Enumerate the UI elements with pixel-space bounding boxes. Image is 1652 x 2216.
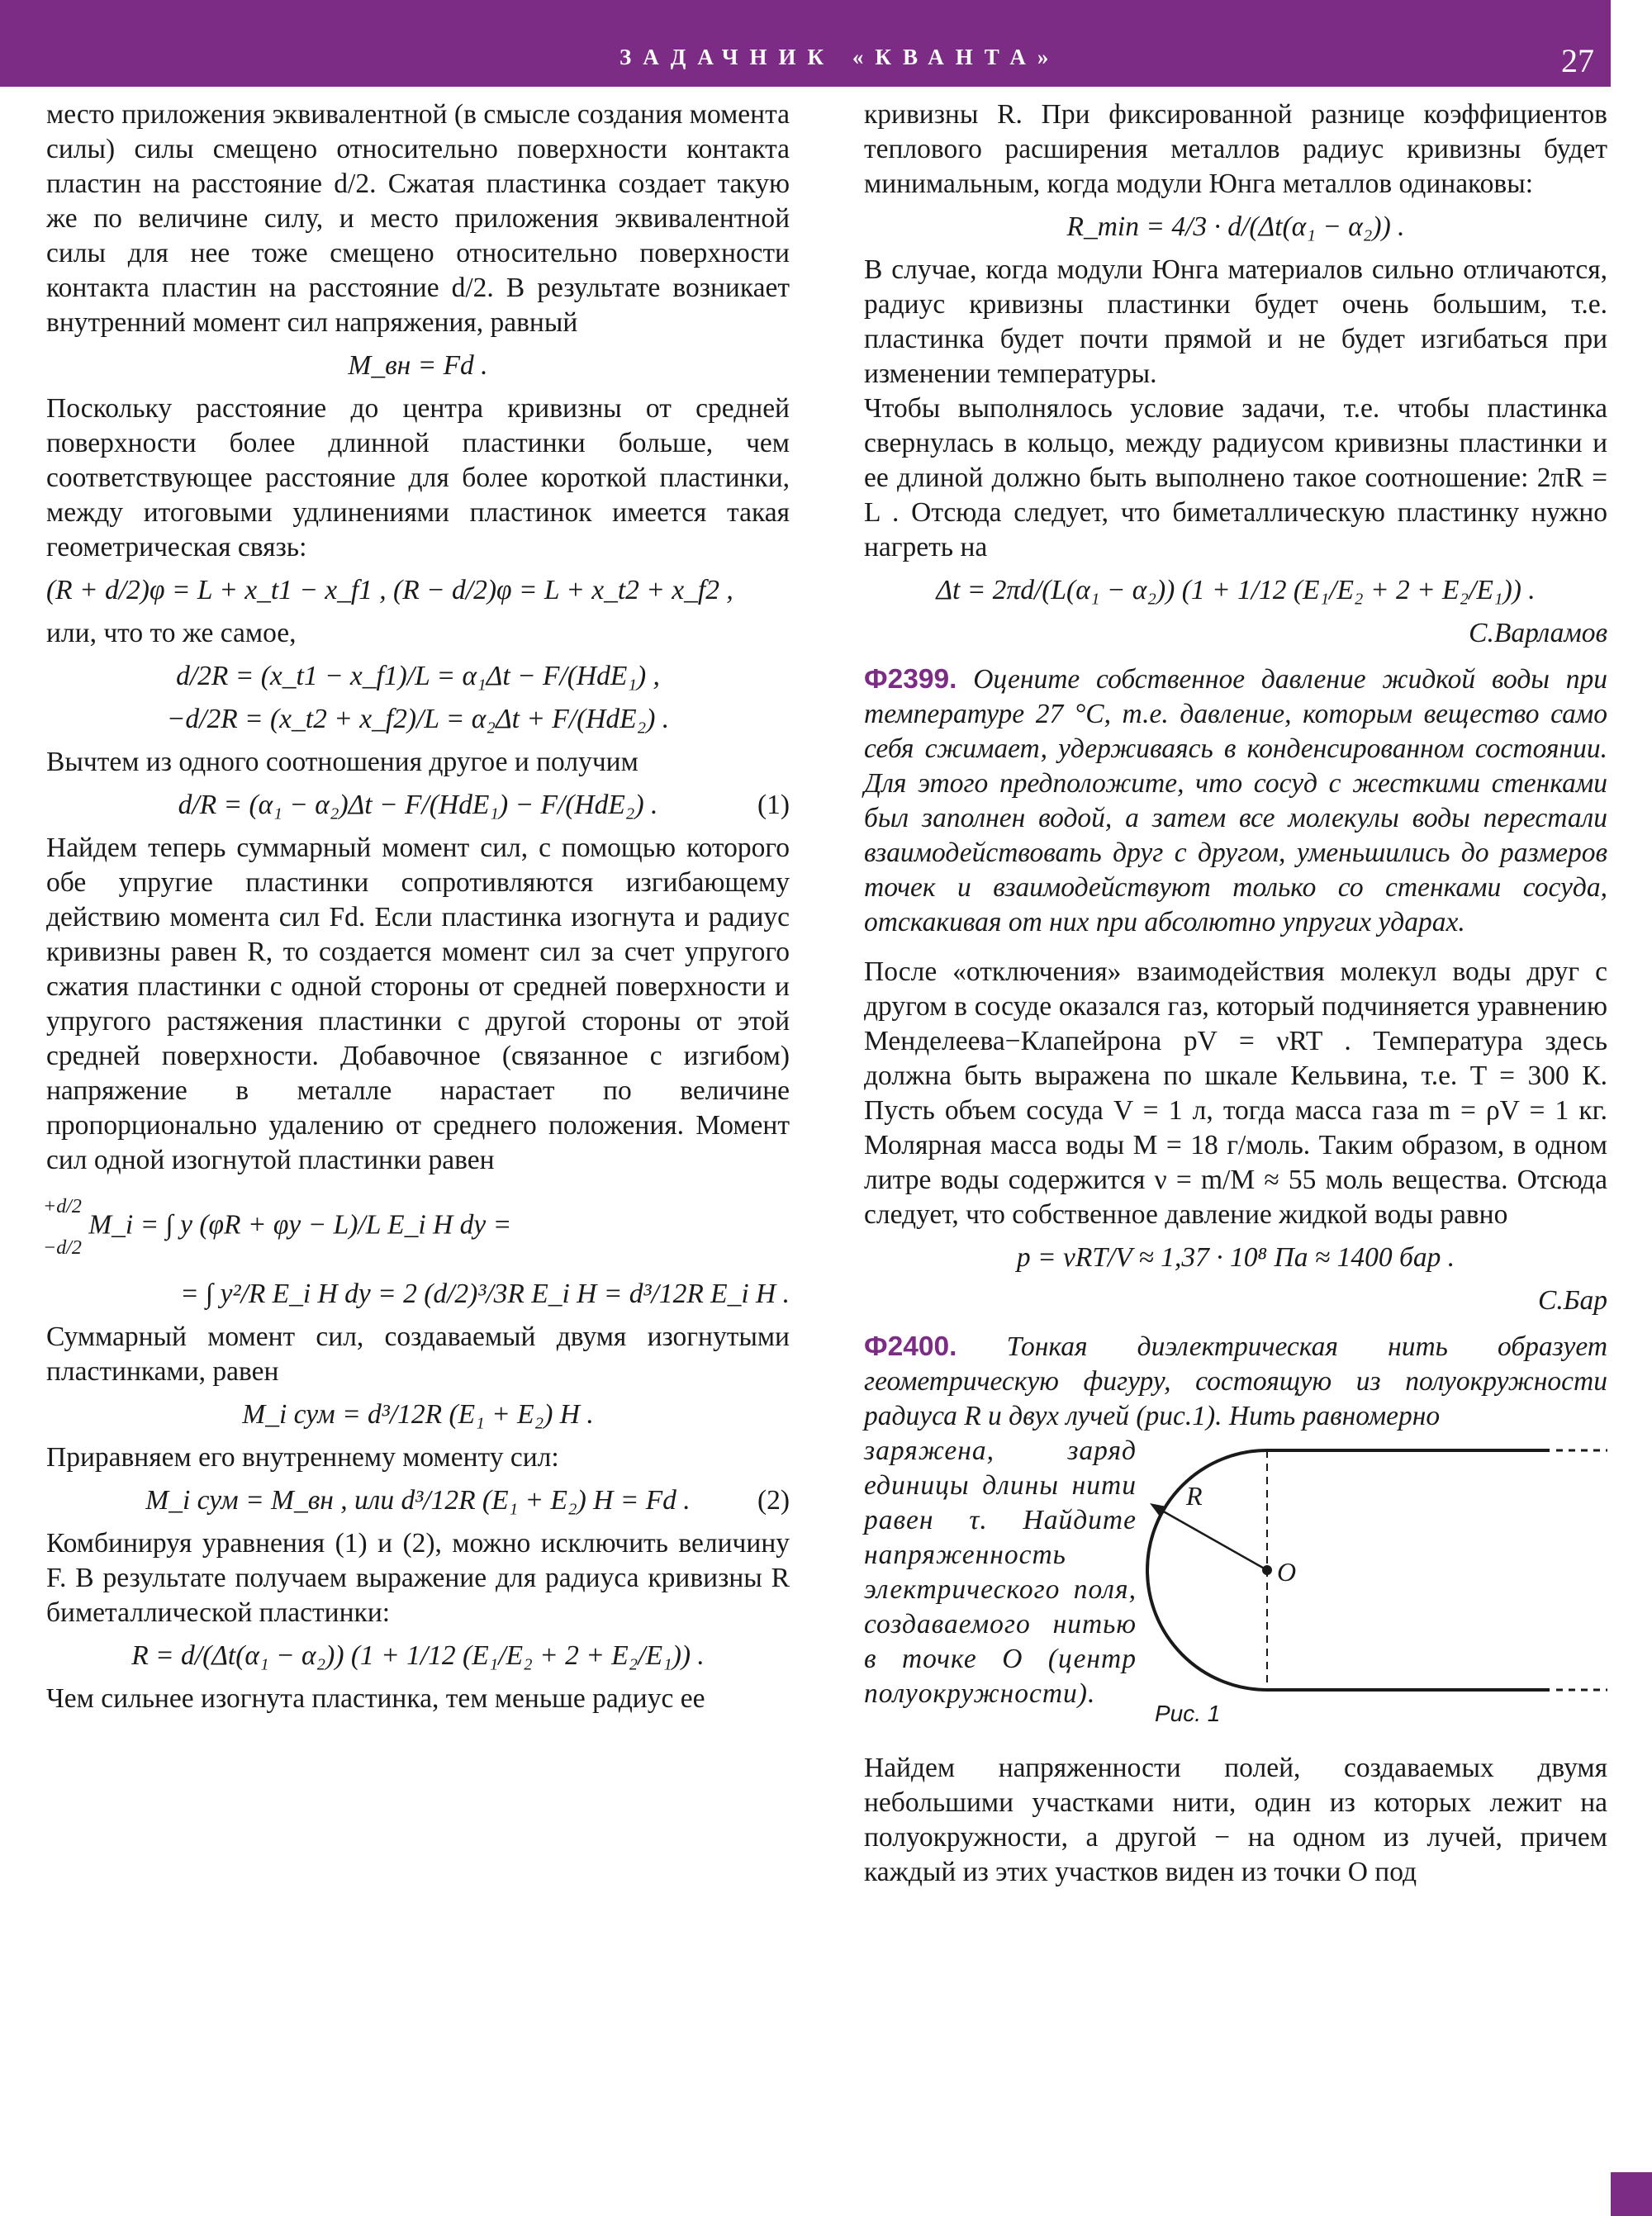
equation-1: [46, 788, 790, 823]
problem-statement: Оцените собственное давление жидкой воды при температуре 27 °C, т.е. давление, которым вещество само себя сжимает, удерживаясь в конденсированном состоянии. Для этого предположите, что сосуд с жесткими стенками был заполнен водой, а затем все молекулы воды перестали взаимодействовать друг с другом, уменьшились до размеров точек и взаимодействуют только со стенками сосуда, отскакивая от них при абсолютно упругих ударах.: [864, 664, 1607, 937]
paragraph: В случае, когда модули Юнга материалов сильно отличаются, радиус кривизны пластинки будет очень большим, т.е. пластинка будет почти прямой и не будет изгибаться при изменении температуры.: [864, 254, 1607, 389]
paragraph: После «отключения» взаимодействия молекул воды друг с другом в сосуде оказался газ, который подчиняется уравнению Менделеева−Клапейрона pV = νRT . Температура здесь должна быть выражена по шкале Кельвина, т.е. T = 300 К. Пусть объем сосуда V = 1 л, тогда масса газа m = ρV = 1 кг. Молярная масса воды M = 18 г/моль. Таким образом, в одном литре воды содержится ν = m/M ≈ 55 моль вещества. Отсюда следует, что собственное давление жидкой воды равно: [864, 956, 1607, 1230]
right-column: [864, 97, 1607, 1890]
author-signature: С.Бар: [1538, 1285, 1607, 1316]
paragraph: Чем сильнее изогнута пластинка, тем меньше радиус ее: [46, 1683, 705, 1714]
equation-geometric-relation: [46, 573, 790, 608]
paragraph: Вычтем из одного соотношения другое и получим: [46, 747, 638, 777]
journal-section-title: ЗАДАЧНИК «КВАНТА»: [620, 45, 1061, 69]
equation-number: (2): [757, 1485, 790, 1516]
equation-m-vn: [46, 349, 790, 383]
problem-f2399: [864, 662, 1607, 940]
paragraph: кривизны R. При фиксированной разнице коэффициентов теплового расширения металлов радиус кривизны будет минимальным, когда модули Юнга металлов одинаковы:: [864, 99, 1607, 199]
equation-moment-integral-2: [46, 1277, 790, 1312]
equation-r-min: [864, 210, 1607, 244]
problem-figure-block: [864, 1434, 1607, 1731]
paragraph: Найдем теперь суммарный момент сил, с помощью которого обе упругие пластинки сопротивляются изгибающему действию момента сил Fd. Если пластинка изогнута и радиус кривизны равен R, то создается момент сил за счет упругого сжатия пластинки с одной стороны от средней поверхности и упругого растяжения пластинки с другой стороны от этой средней поверхности. Добавочное (связанное с изгибом) напряжение в металле нарастает по величине пропорционально удалению от среднего положения. Момент сил одной изогнутой пластинки равен: [46, 833, 790, 1175]
integral-upper-limit: +d/2: [43, 1196, 82, 1217]
equation-text: d/R = (α₁ − α₂)Δt − F/(HdE₁) − F/(HdE₂) .: [178, 790, 658, 820]
integral-lower-limit: −d/2: [43, 1237, 82, 1259]
integral-limits: [43, 1186, 82, 1269]
equation-pressure: [864, 1241, 1607, 1275]
page-header: [0, 0, 1611, 87]
paragraph: Комбинируя уравнения (1) и (2), можно исключить величину F. В результате получаем выражение для радиуса кривизны R биметаллической пластинки:: [46, 1528, 790, 1628]
problem-statement: Тонкая диэлектрическая нить образует геометрическую фигуру, состоящую из полуокружности радиуса R и двух лучей (рис.1). Нить равномерно: [864, 1331, 1608, 1431]
equation-radius: [46, 1639, 790, 1673]
figure-1: [1145, 1434, 1607, 1731]
author-signature: С.Варламов: [1469, 618, 1607, 648]
problem-statement-continued: заряжена, заряд единицы длины нити равен τ. Найдите напряженность электрического поля, создаваемого нитью в точке O (центр полуокружности).: [864, 1435, 1137, 1709]
paragraph: Поскольку расстояние до центра кривизны от средней поверхности более длинной пластинки больше, чем соответствующее расстояние для более короткой пластинки, между итоговыми удлинениями пластинок имеется такая геометрическая связь:: [46, 393, 790, 562]
semicircle: [1147, 1450, 1267, 1690]
equation-text: M_i сум = M_вн , или d³/12R (E₁ + E₂) H = Fd .: [145, 1485, 691, 1516]
paragraph: или, что то же самое,: [46, 618, 297, 648]
equation-m-sum: [46, 1397, 790, 1432]
equation-text: = ∫ y²/R E_i H dy = 2 (d/2)³/3R E_i H = d³/12R E_i H .: [180, 1279, 790, 1309]
equation-text: (R + d/2)φ = L + x_t1 − x_f1 , (R − d/2)φ = L + x_t2 + x_f2 ,: [46, 575, 733, 605]
equation-text: R = d/(Δt(α₁ − α₂)) (1 + 1/12 (E₁/E₂ + 2 + E₂/E₁)) .: [131, 1640, 705, 1671]
page-number: 27: [1561, 42, 1594, 79]
equation-text: −d/2R = (x_t2 + x_f2)/L = α₂Δt + F/(HdE₂) .: [166, 704, 670, 734]
problem-f2400: [864, 1330, 1607, 1434]
paragraph: Чтобы выполнялось условие задачи, т.е. чтобы пластинка свернулась в кольцо, между радиусом кривизны пластинки и ее длиной должно быть выполнено такое соотношение: 2πR = L . Отсюда следует, что биметаллическую пластинку нужно нагреть на: [864, 393, 1607, 562]
equation-text: d/2R = (x_t1 − x_f1)/L = α₁Δt − F/(HdE₁) ,: [176, 661, 660, 691]
label-o: O: [1277, 1557, 1297, 1587]
equation-text: R_min = 4/3 · d/(Δt(α₁ − α₂)) .: [1066, 211, 1405, 242]
paragraph: Приравняем его внутреннему моменту сил:: [46, 1442, 559, 1473]
equation-moment-integral-1: [43, 1186, 790, 1269]
paragraph: Суммарный момент сил, создаваемый двумя изогнутыми пластинками, равен: [46, 1322, 790, 1387]
figure-caption: Рис. 1: [1155, 1701, 1221, 1726]
radius-line: [1155, 1507, 1267, 1570]
center-point: [1262, 1565, 1272, 1575]
equation-2: [46, 1483, 790, 1518]
equation-text: Δt = 2πd/(L(α₁ − α₂)) (1 + 1/12 (E₁/E₂ + 2 + E₂/E₁)) .: [936, 575, 1536, 605]
equation-text: p = νRT/V ≈ 1,37 · 10⁸ Па ≈ 1400 бар .: [1016, 1242, 1455, 1273]
label-r: R: [1186, 1481, 1203, 1511]
page-edge-tab: [1611, 2172, 1652, 2216]
equation-text: M_вн = Fd .: [348, 350, 488, 381]
paragraph: Найдем напряженности полей, создаваемых двумя небольшими участками нити, один из которых лежит на полуокружности, а другой − на одном из лучей, причем каждый из этих участков виден из точки O под: [864, 1753, 1607, 1887]
problem-id: Ф2400.: [864, 1331, 957, 1362]
equation-relation-a: [46, 659, 790, 694]
equation-delta-t: [864, 573, 1607, 608]
equation-text: M_i = ∫ y (φR + φy − L)/L E_i H dy =: [88, 1209, 512, 1241]
left-column: [43, 97, 790, 1716]
equation-text: M_i сум = d³/12R (E₁ + E₂) H .: [242, 1399, 594, 1430]
paragraph: место приложения эквивалентной (в смысле создания момента силы) силы смещено относительно поверхности контакта пластин на расстояние d/2. Сжатая пластинка создает такую же по величине силу, и место приложения эквивалентной силы для нее тоже смещено относительно поверхности контакта пластин на расстояние d/2. В результате возникает внутренний момент сил напряжения, равный: [46, 99, 790, 338]
problem-id: Ф2399.: [864, 664, 957, 695]
equation-relation-b: [46, 702, 790, 737]
equation-number: (1): [757, 790, 790, 820]
radius-arrowhead: [1150, 1503, 1166, 1516]
